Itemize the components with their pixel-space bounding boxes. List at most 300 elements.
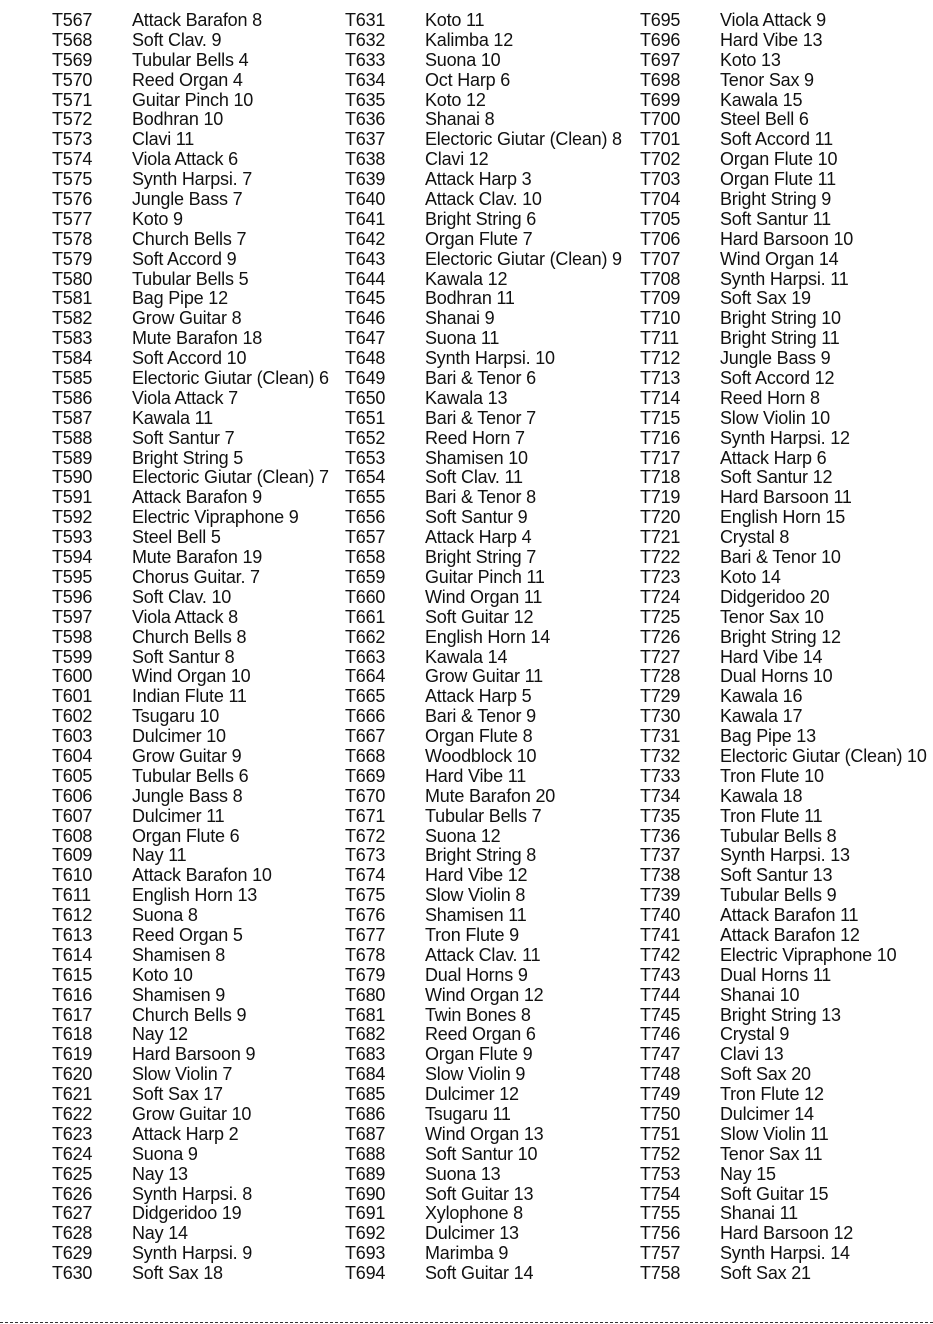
tone-name: Soft Accord 9 — [132, 248, 237, 269]
tone-name: Suona 12 — [425, 825, 501, 846]
tone-number: T670 — [345, 785, 386, 806]
tone-row — [345, 1165, 640, 1185]
tone-row — [640, 1085, 930, 1105]
tone-number: T610 — [52, 865, 93, 886]
tone-row — [640, 1165, 930, 1185]
tone-number: T730 — [640, 706, 681, 727]
tone-row — [52, 289, 342, 309]
tone-number: T725 — [640, 606, 681, 627]
tone-row — [52, 468, 342, 488]
tone-name: Reed Horn 8 — [720, 387, 820, 408]
tone-row — [52, 548, 342, 568]
tone-number: T685 — [345, 1084, 386, 1105]
tone-row — [640, 130, 930, 150]
tone-row — [640, 230, 930, 250]
tone-row — [52, 1145, 342, 1165]
tone-name: Bodhran 11 — [425, 288, 515, 309]
tone-number: T689 — [345, 1163, 386, 1184]
tone-number: T662 — [345, 626, 386, 647]
tone-name: Wind Organ 12 — [425, 984, 544, 1005]
tone-row — [345, 488, 640, 508]
tone-number: T615 — [52, 964, 93, 985]
tone-name: Bright String 10 — [720, 308, 841, 329]
tone-name: Suona 11 — [425, 328, 500, 349]
tone-name: Tenor Sax 10 — [720, 606, 824, 627]
tone-name: Dual Horns 9 — [425, 964, 528, 985]
tone-row — [345, 1085, 640, 1105]
tone-name: Organ Flute 8 — [425, 726, 533, 747]
tone-name: Koto 10 — [132, 964, 193, 985]
tone-number: T613 — [52, 924, 93, 945]
tone-name: Attack Harp 4 — [425, 527, 532, 548]
tone-name: Bodhran 10 — [132, 109, 224, 130]
tone-name: Soft Sax 21 — [720, 1263, 811, 1284]
tone-row — [640, 1264, 930, 1284]
tone-row — [52, 807, 342, 827]
tone-name: Tubular Bells 9 — [720, 885, 837, 906]
tone-number: T653 — [345, 447, 386, 468]
tone-number: T628 — [52, 1223, 93, 1244]
tone-name: Attack Barafon 11 — [720, 905, 859, 926]
tone-row — [640, 409, 930, 429]
tone-number: T618 — [52, 1024, 93, 1045]
tone-row — [640, 1185, 930, 1205]
tone-number: T655 — [345, 487, 386, 508]
tone-number: T677 — [345, 924, 386, 945]
tone-number: T650 — [345, 387, 386, 408]
tone-number: T704 — [640, 189, 681, 210]
tone-number: T623 — [52, 1123, 93, 1144]
tone-row — [640, 349, 930, 369]
tone-row — [345, 91, 640, 111]
tone-row — [52, 389, 342, 409]
tone-row — [52, 309, 342, 329]
tone-row — [640, 906, 930, 926]
tone-row — [345, 468, 640, 488]
tone-name: Shanai 11 — [720, 1203, 798, 1224]
tone-number: T661 — [345, 606, 386, 627]
tone-row — [52, 866, 342, 886]
tone-list-column-2 — [345, 11, 640, 1284]
tone-row — [52, 250, 342, 270]
tone-row — [52, 1006, 342, 1026]
tone-row — [345, 230, 640, 250]
tone-row — [345, 827, 640, 847]
tone-number: T675 — [345, 885, 386, 906]
tone-name: Soft Santur 11 — [720, 208, 831, 229]
tone-number: T583 — [52, 328, 93, 349]
tone-row — [345, 1065, 640, 1085]
tone-number: T627 — [52, 1203, 93, 1224]
tone-list-column-3 — [640, 11, 930, 1284]
tone-number: T608 — [52, 825, 93, 846]
tone-row — [640, 1244, 930, 1264]
tone-name: Viola Attack 9 — [720, 10, 826, 30]
tone-name: Shamisen 10 — [425, 447, 528, 468]
tone-row — [52, 329, 342, 349]
tone-number: T683 — [345, 1044, 386, 1065]
tone-row — [52, 1224, 342, 1244]
tone-number: T715 — [640, 407, 681, 428]
tone-name: Soft Guitar 13 — [425, 1183, 534, 1204]
tone-number: T651 — [345, 407, 386, 428]
tone-name: Grow Guitar 9 — [132, 745, 242, 766]
tone-number: T673 — [345, 845, 386, 866]
tone-name: Oct Harp 6 — [425, 69, 511, 90]
tone-row — [52, 986, 342, 1006]
tone-name: Suona 10 — [425, 49, 501, 70]
tone-name: Slow Violin 10 — [720, 407, 830, 428]
tone-name: Soft Sax 17 — [132, 1084, 223, 1105]
tone-number: T753 — [640, 1163, 681, 1184]
tone-row — [640, 1145, 930, 1165]
tone-number: T660 — [345, 586, 386, 607]
tone-row — [345, 1185, 640, 1205]
tone-number: T750 — [640, 1103, 681, 1124]
tone-number: T727 — [640, 646, 681, 667]
tone-name: Jungle Bass 8 — [132, 785, 243, 806]
tone-number: T578 — [52, 228, 93, 249]
tone-row — [52, 528, 342, 548]
tone-number: T728 — [640, 666, 681, 687]
tone-name: Grow Guitar 11 — [425, 666, 543, 687]
tone-number: T576 — [52, 189, 93, 210]
tone-row — [345, 71, 640, 91]
tone-row — [52, 1125, 342, 1145]
tone-row — [640, 827, 930, 847]
tone-number: T626 — [52, 1183, 93, 1204]
tone-number: T592 — [52, 507, 93, 528]
tone-name: Koto 9 — [132, 208, 183, 229]
tone-name: Church Bells 8 — [132, 626, 247, 647]
tone-name: Soft Santur 12 — [720, 467, 833, 488]
tone-row — [640, 270, 930, 290]
tone-row — [52, 648, 342, 668]
tone-row — [52, 568, 342, 588]
tone-name: Kawala 16 — [720, 686, 803, 707]
tone-row — [345, 110, 640, 130]
tone-number: T637 — [345, 129, 386, 150]
tone-row — [52, 488, 342, 508]
tone-row — [52, 1204, 342, 1224]
tone-name: Kawala 14 — [425, 646, 508, 667]
tone-number: T682 — [345, 1024, 386, 1045]
tone-row — [345, 926, 640, 946]
tone-number: T665 — [345, 686, 386, 707]
tone-name: Synth Harpsi. 12 — [720, 427, 850, 448]
tone-number: T694 — [345, 1263, 386, 1284]
tone-number: T620 — [52, 1064, 93, 1085]
tone-row — [345, 886, 640, 906]
tone-number: T710 — [640, 308, 681, 329]
tone-row — [640, 210, 930, 230]
tone-row — [52, 608, 342, 628]
tone-row — [52, 687, 342, 707]
tone-name: Shanai 8 — [425, 109, 495, 130]
tone-name: Synth Harpsi. 9 — [132, 1243, 253, 1264]
tone-name: Steel Bell 6 — [720, 109, 809, 130]
tone-number: T641 — [345, 208, 386, 229]
tone-name: Dulcimer 10 — [132, 726, 226, 747]
tone-row — [640, 51, 930, 71]
tone-name: Tron Flute 11 — [720, 805, 823, 826]
tone-row — [640, 150, 930, 170]
tone-list-column-1 — [52, 11, 342, 1284]
tone-name: Dulcimer 13 — [425, 1223, 519, 1244]
tone-name: Reed Organ 4 — [132, 69, 243, 90]
tone-name: Wind Organ 13 — [425, 1123, 544, 1144]
tone-name: Viola Attack 6 — [132, 149, 238, 170]
tone-name: Mute Barafon 20 — [425, 785, 556, 806]
tone-row — [640, 608, 930, 628]
tone-number: T712 — [640, 348, 681, 369]
tone-name: Attack Barafon 9 — [132, 487, 262, 508]
tone-number: T616 — [52, 984, 93, 1005]
tone-number: T706 — [640, 228, 681, 249]
tone-row — [345, 130, 640, 150]
tone-name: Electric Vipraphone 9 — [132, 507, 299, 528]
tone-number: T658 — [345, 547, 386, 568]
tone-row — [345, 1204, 640, 1224]
tone-number: T585 — [52, 368, 93, 389]
tone-row — [345, 946, 640, 966]
tone-number: T664 — [345, 666, 386, 687]
tone-name: Synth Harpsi. 7 — [132, 169, 253, 190]
tone-name: Bright String 9 — [720, 189, 832, 210]
tone-row — [640, 588, 930, 608]
tone-name: Nay 14 — [132, 1223, 188, 1244]
tone-row — [345, 51, 640, 71]
tone-row — [640, 11, 930, 31]
tone-row — [640, 468, 930, 488]
tone-number: T607 — [52, 805, 93, 826]
tone-number: T716 — [640, 427, 681, 448]
tone-number: T749 — [640, 1084, 681, 1105]
tone-row — [52, 707, 342, 727]
tone-name: Hard Barsoon 10 — [720, 228, 854, 249]
tone-row — [640, 568, 930, 588]
tone-row — [640, 110, 930, 130]
tone-row — [345, 846, 640, 866]
tone-number: T726 — [640, 626, 681, 647]
tone-row — [52, 91, 342, 111]
tone-name: Kawala 11 — [132, 407, 213, 428]
tone-name: Koto 14 — [720, 566, 781, 587]
tone-name: Hard Barsoon 12 — [720, 1223, 854, 1244]
tone-row — [345, 349, 640, 369]
tone-row — [345, 986, 640, 1006]
tone-number: T686 — [345, 1103, 386, 1124]
tone-row — [640, 1224, 930, 1244]
tone-row — [345, 648, 640, 668]
tone-row — [52, 31, 342, 51]
tone-name: Tron Flute 9 — [425, 924, 519, 945]
tone-row — [345, 807, 640, 827]
tone-name: Tubular Bells 4 — [132, 49, 249, 70]
tone-name: Organ Flute 6 — [132, 825, 240, 846]
tone-name: Attack Clav. 10 — [425, 189, 542, 210]
tone-name: Tubular Bells 7 — [425, 805, 542, 826]
tone-number: T743 — [640, 964, 681, 985]
tone-number: T681 — [345, 1004, 386, 1025]
tone-number: T599 — [52, 646, 93, 667]
tone-number: T647 — [345, 328, 386, 349]
tone-row — [345, 31, 640, 51]
tone-name: Electoric Giutar (Clean) 7 — [132, 467, 329, 488]
tone-row — [52, 1045, 342, 1065]
tone-number: T680 — [345, 984, 386, 1005]
tone-name: Nay 15 — [720, 1163, 776, 1184]
tone-name: Attack Barafon 8 — [132, 10, 262, 30]
tone-number: T724 — [640, 586, 681, 607]
tone-number: T688 — [345, 1143, 386, 1164]
tone-number: T636 — [345, 109, 386, 130]
tone-name: Kawala 15 — [720, 89, 803, 110]
tone-row — [640, 966, 930, 986]
tone-number: T614 — [52, 944, 93, 965]
tone-name: Nay 11 — [132, 845, 187, 866]
tone-name: Kawala 12 — [425, 268, 508, 289]
tone-number: T622 — [52, 1103, 93, 1124]
tone-row — [52, 130, 342, 150]
tone-name: Electoric Giutar (Clean) 6 — [132, 368, 329, 389]
tone-number: T652 — [345, 427, 386, 448]
tone-number: T668 — [345, 745, 386, 766]
tone-number: T572 — [52, 109, 93, 130]
tone-name: Hard Barsoon 11 — [720, 487, 852, 508]
tone-row — [52, 946, 342, 966]
tone-name: Hard Vibe 11 — [425, 765, 527, 786]
tone-name: Bag Pipe 13 — [720, 726, 816, 747]
tone-row — [52, 51, 342, 71]
tone-row — [640, 946, 930, 966]
tone-number: T571 — [52, 89, 93, 110]
tone-number: T740 — [640, 905, 681, 926]
tone-name: Tubular Bells 5 — [132, 268, 249, 289]
tone-number: T645 — [345, 288, 386, 309]
tone-number: T693 — [345, 1243, 386, 1264]
tone-row — [640, 866, 930, 886]
tone-number: T634 — [345, 69, 386, 90]
tone-name: Organ Flute 11 — [720, 169, 836, 190]
tone-number: T644 — [345, 268, 386, 289]
tone-number: T754 — [640, 1183, 681, 1204]
tone-row — [345, 866, 640, 886]
tone-number: T752 — [640, 1143, 681, 1164]
tone-number: T700 — [640, 109, 681, 130]
tone-row — [52, 190, 342, 210]
tone-name: Koto 11 — [425, 10, 485, 30]
tone-name: Organ Flute 7 — [425, 228, 533, 249]
tone-name: Soft Guitar 12 — [425, 606, 534, 627]
tone-number: T570 — [52, 69, 93, 90]
tone-number: T582 — [52, 308, 93, 329]
tone-number: T600 — [52, 666, 93, 687]
tone-name: Soft Santur 8 — [132, 646, 235, 667]
tone-number: T717 — [640, 447, 681, 468]
tone-name: Steel Bell 5 — [132, 527, 221, 548]
tone-row — [345, 210, 640, 230]
tone-number: T735 — [640, 805, 681, 826]
tone-row — [640, 309, 930, 329]
tone-name: Viola Attack 8 — [132, 606, 238, 627]
tone-name: Organ Flute 10 — [720, 149, 838, 170]
tone-number: T741 — [640, 924, 681, 945]
tone-row — [640, 1006, 930, 1026]
tone-name: Jungle Bass 7 — [132, 189, 243, 210]
tone-row — [345, 1264, 640, 1284]
tone-row — [345, 747, 640, 767]
tone-number: T643 — [345, 248, 386, 269]
tone-number: T707 — [640, 248, 681, 269]
tone-name: Slow Violin 11 — [720, 1123, 829, 1144]
tone-name: Bright String 11 — [720, 328, 840, 349]
tone-name: Didgeridoo 20 — [720, 586, 830, 607]
tone-row — [345, 270, 640, 290]
tone-number: T734 — [640, 785, 681, 806]
tone-row — [640, 1125, 930, 1145]
tone-row — [640, 687, 930, 707]
tone-number: T692 — [345, 1223, 386, 1244]
tone-name: Xylophone 8 — [425, 1203, 523, 1224]
tone-number: T587 — [52, 407, 93, 428]
tone-row — [52, 1185, 342, 1205]
tone-row — [52, 1085, 342, 1105]
tone-number: T642 — [345, 228, 386, 249]
tone-name: Bright String 6 — [425, 208, 537, 229]
tone-name: English Horn 15 — [720, 507, 846, 528]
tone-row — [52, 429, 342, 449]
tone-name: Nay 13 — [132, 1163, 188, 1184]
tone-name: Soft Guitar 14 — [425, 1263, 534, 1284]
tone-row — [345, 250, 640, 270]
tone-row — [52, 449, 342, 469]
tone-row — [640, 707, 930, 727]
tone-number: T746 — [640, 1024, 681, 1045]
tone-number: T708 — [640, 268, 681, 289]
tone-row — [345, 170, 640, 190]
tone-number: T671 — [345, 805, 386, 826]
tone-row — [640, 1065, 930, 1085]
tone-number: T591 — [52, 487, 93, 508]
tone-name: Soft Santur 9 — [425, 507, 528, 528]
tone-row — [52, 349, 342, 369]
tone-name: Mute Barafon 18 — [132, 328, 263, 349]
tone-number: T744 — [640, 984, 681, 1005]
tone-row — [640, 986, 930, 1006]
tone-name: Electric Vipraphone 10 — [720, 944, 897, 965]
tone-number: T747 — [640, 1044, 681, 1065]
tone-number: T631 — [345, 10, 386, 30]
tone-name: Tsugaru 11 — [425, 1103, 511, 1124]
tone-name: Soft Accord 11 — [720, 129, 833, 150]
tone-number: T596 — [52, 586, 93, 607]
tone-name: Synth Harpsi. 8 — [132, 1183, 253, 1204]
tone-name: Clavi 13 — [720, 1044, 784, 1065]
tone-number: T588 — [52, 427, 93, 448]
tone-number: T605 — [52, 765, 93, 786]
tone-number: T619 — [52, 1044, 93, 1065]
tone-row — [52, 787, 342, 807]
tone-row — [640, 71, 930, 91]
tone-name: Attack Harp 3 — [425, 169, 532, 190]
tone-number: T755 — [640, 1203, 681, 1224]
tone-name: Slow Violin 7 — [132, 1064, 233, 1085]
tone-row — [52, 1105, 342, 1125]
tone-name: Hard Vibe 13 — [720, 29, 823, 50]
tone-row — [640, 170, 930, 190]
tone-name: Chorus Guitar. 7 — [132, 566, 260, 587]
